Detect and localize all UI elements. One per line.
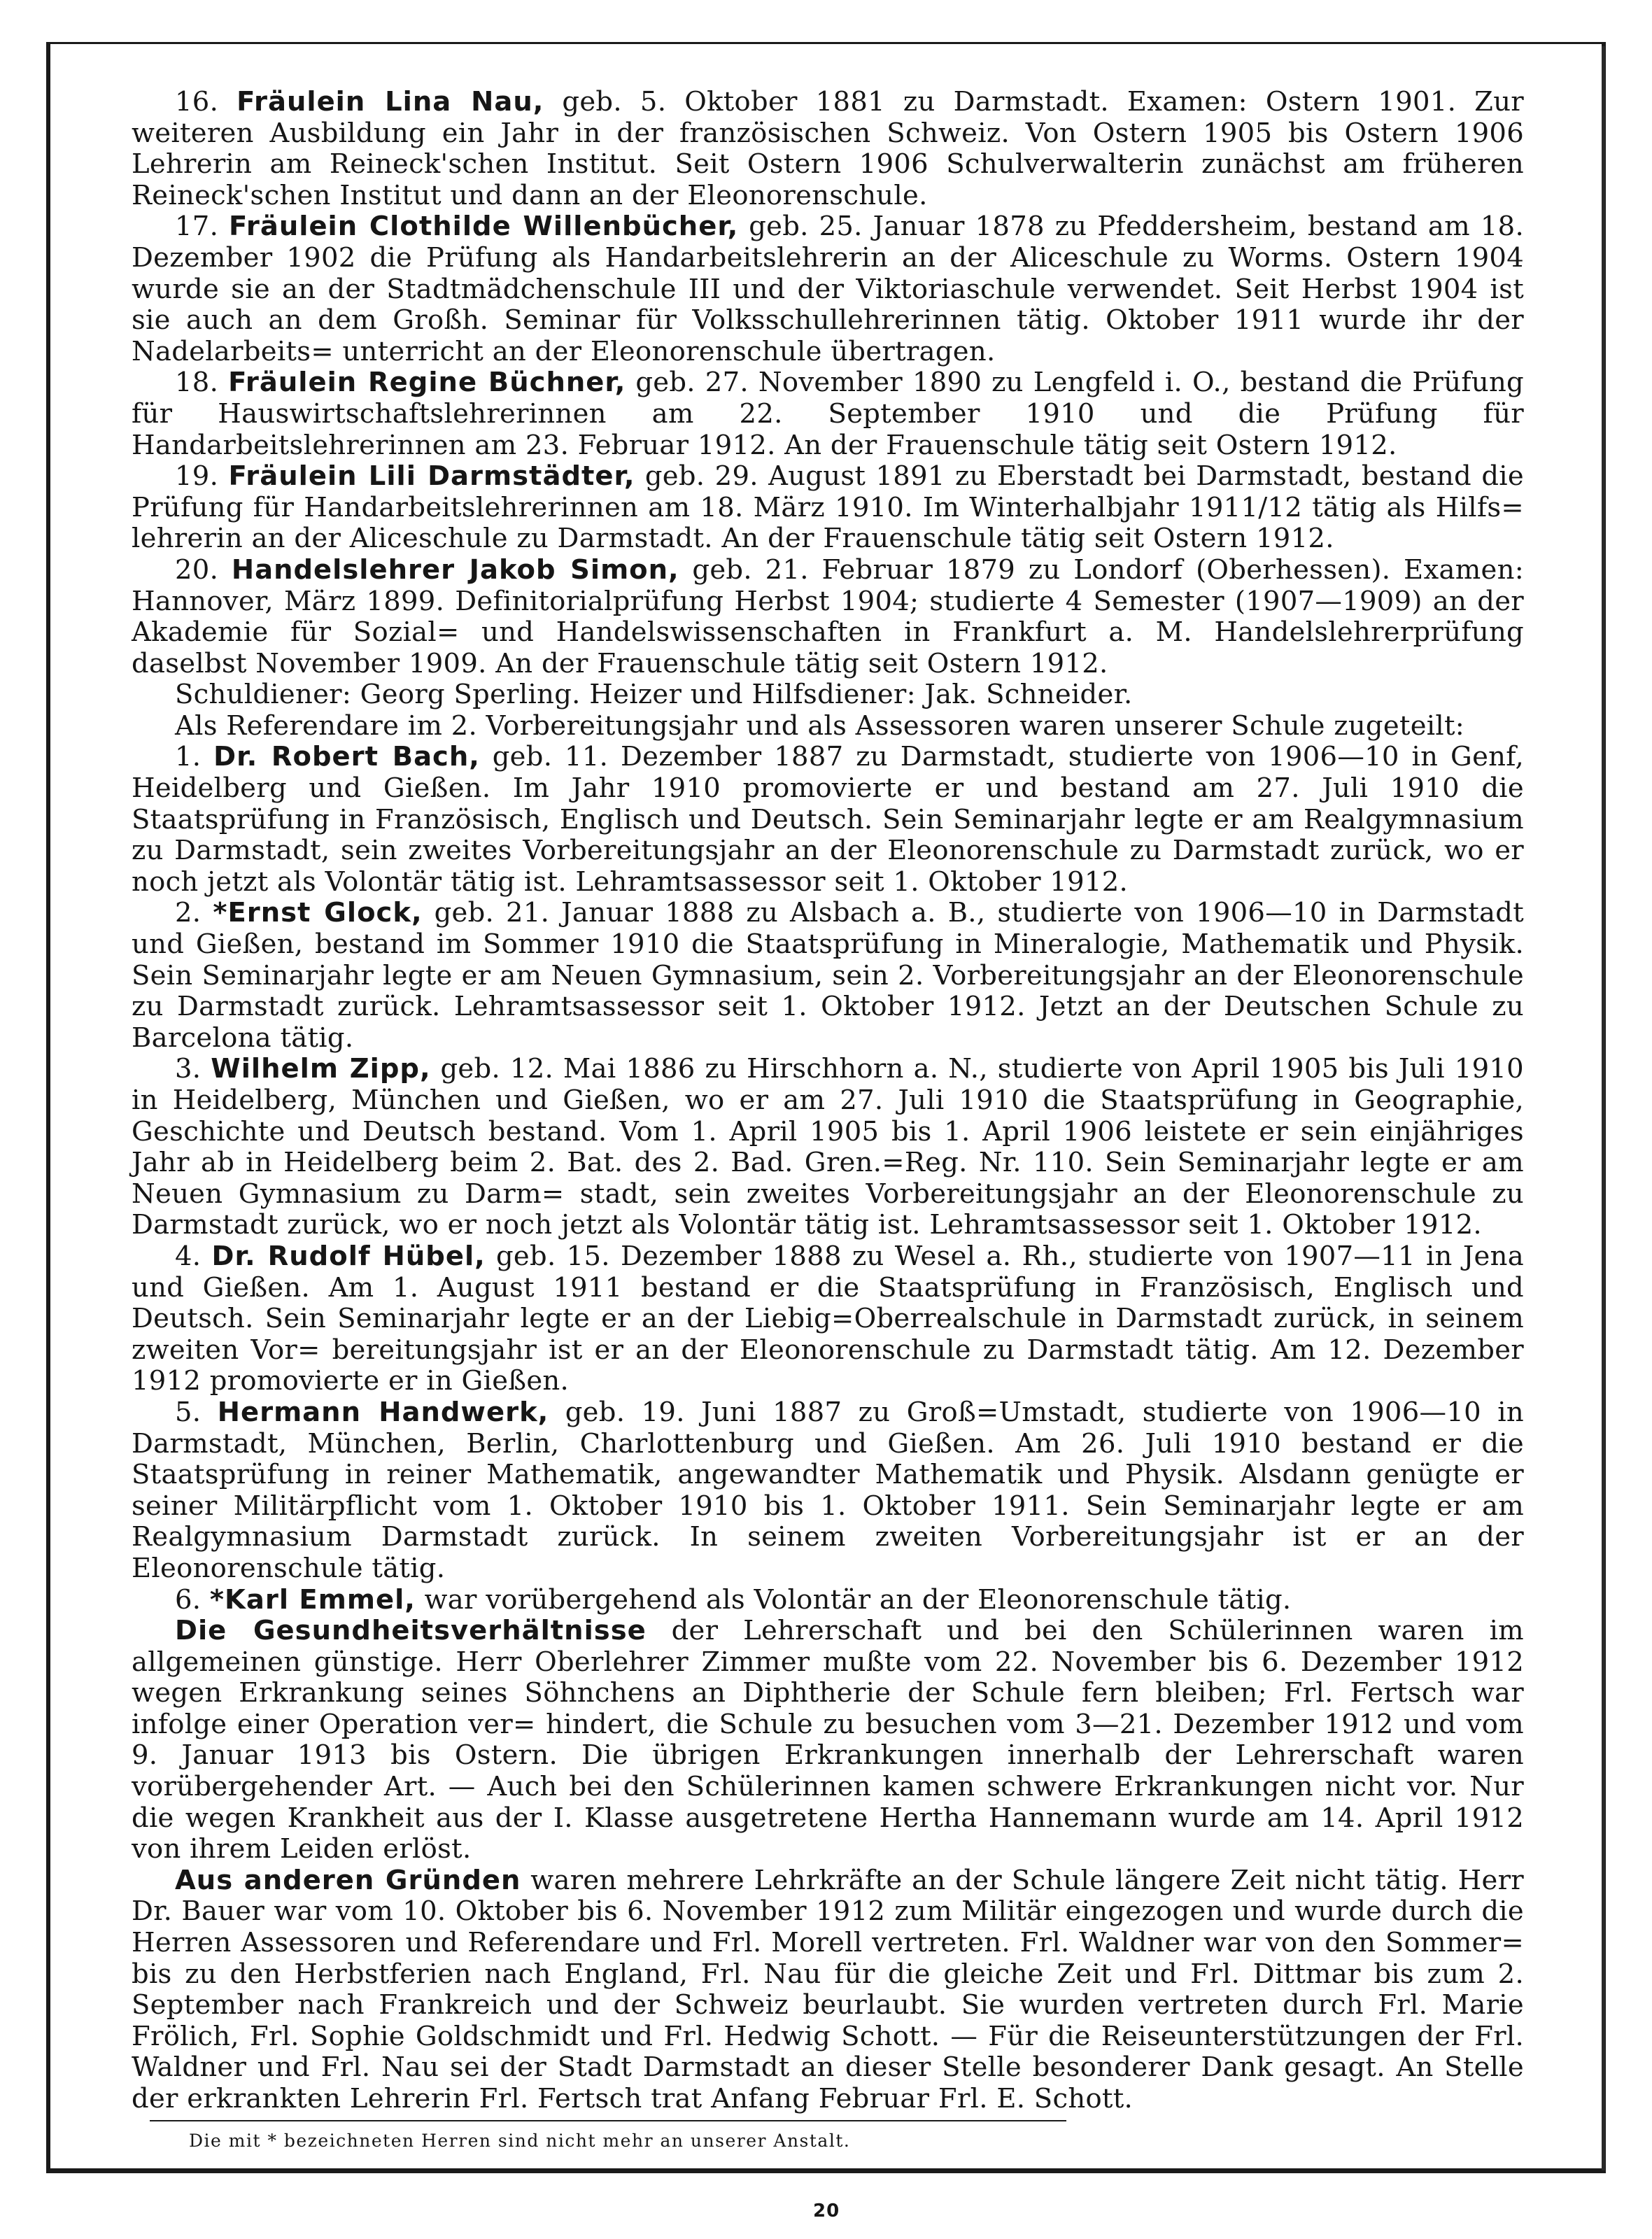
paragraph-text: geb. 27. November 1890 zu Lengfeld i. O., bestand die Prüfung für Hauswirtschaftslehrerinnen am 22. September 1910 und die Prüfung für Handarbeitslehrerinnen am 23. Februar 1912. An der Frauenschule tätig seit Ostern 1912. (132, 367, 1524, 461)
paragraph-text: der Lehrerschaft und bei den Schülerinnen waren im allgemeinen günstige. Herr Oberlehrer Zimmer mußte vom 22. November bis 6. Dezember 1912 wegen Erkrankung seines Söhnchens an Diphtherie der Schule fern bleiben; Frl. Fertsch war infolge einer Operation ver= hindert, die Schule zu besuchen vom 3—21. Dezember 1912 und vom 9. Januar 1913 bis Ostern. Die übrigen Erkrankungen innerhalb der Lehrerschaft waren vorübergehender Art. — Auch bei den Schülerinnen kamen schwere Erkrankungen nicht vor. Nur die wegen Krankheit aus der I. Klasse ausgetretene Hertha Hannemann wurde am 14. April 1912 von ihrem Leiden erlöst. (132, 1615, 1524, 1865)
item-number: 5. (175, 1396, 202, 1428)
person-name: Fräulein Regine Büchner, (228, 367, 626, 399)
item-number: 2. (175, 897, 202, 929)
paragraph-text: geb. 25. Januar 1878 zu Pfeddersheim, bestand am 18. Dezember 1902 die Prüfung als Handarbeitslehrerin an der Aliceschule zu Worms. Ostern 1904 wurde sie an der Stadtmädchenschule III und der Viktoriaschule verwendet. Seit Herbst 1904 ist sie auch an dem Großh. Seminar für Volksschullehrerinnen tätig. Oktober 1911 wurde ihr der Nadelarbeits= unterricht an der Eleonorenschule übertragen. (132, 211, 1524, 367)
paragraph-referendar-1 (132, 742, 1524, 898)
page-frame-shadow (1602, 46, 1605, 2170)
person-name: Fräulein Lili Darmstädter, (228, 460, 635, 493)
page-number: 20 (813, 2201, 840, 2222)
paragraph-referendare-intro (132, 711, 1524, 742)
person-name: Dr. Robert Bach, (213, 741, 480, 773)
paragraph-text: geb. 11. Dezember 1887 zu Darmstadt, studierte von 1906—10 in Genf, Heidelberg und Gießen. Im Jahr 1910 promovierte er und bestand am 27. Juli 1910 die Staatsprüfung in Französisch, Englisch und Deutsch. Sein Seminarjahr legte er am Realgymnasium zu Darmstadt, sein zweites Vorbereitungsjahr an der Eleonorenschule zu Darmstadt zurück, wo er noch jetzt als Volontär tätig ist. Lehramtsassessor seit 1. Oktober 1912. (132, 741, 1524, 898)
paragraph-teacher-20 (132, 555, 1524, 679)
item-number: 3. (175, 1053, 202, 1085)
person-name: *Ernst Glock, (213, 897, 423, 929)
footnote: Die mit * bezeichneten Herren sind nicht mehr an unserer Anstalt. (189, 2131, 851, 2151)
person-name: Fräulein Lina Nau, (236, 86, 544, 118)
paragraph-text: geb. 19. Juni 1887 zu Groß=Umstadt, studierte von 1906—10 in Darmstadt, München, Berlin, Charlottenburg und Gießen. Am 26. Juli 1910 bestand er die Staatsprüfung in reiner Mathematik, angewandter Mathematik und Physik. Alsdann genügte er seiner Militärpflicht vom 1. Oktober 1910 bis 1. Oktober 1911. Sein Seminarjahr legte er am Realgymnasium Darmstadt zurück. In seinem zweiten Vorbereitungsjahr ist er an der Eleonorenschule tätig. (132, 1396, 1525, 1584)
paragraph-text: Als Referendare im 2. Vorbereitungsjahr und als Assessoren waren unserer Schule zugeteilt: (175, 709, 1465, 742)
item-number: 16. (175, 86, 219, 118)
person-name: Hermann Handwerk, (217, 1396, 549, 1428)
item-number: 4. (175, 1240, 202, 1272)
paragraph-text: Schuldiener: Georg Sperling. Heizer und Hilfsdiener: Jak. Schneider. (175, 679, 1133, 711)
item-number: 17. (175, 211, 219, 243)
paragraph-text: geb. 12. Mai 1886 zu Hirschhorn a. N., studierte von April 1905 bis Juli 1910 in Heidelberg, München und Gießen, wo er am 27. Juli 1910 die Staatsprüfung in Geographie, Geschichte und Deutsch bestand. Vom 1. April 1905 bis 1. April 1906 leistete er sein einjähriges Jahr ab in Heidelberg beim 2. Bat. des 2. Bad. Gren.=Reg. Nr. 110. Sein Seminarjahr legte er am Neuen Gymnasium zu Darm= stadt, sein zweites Vorbereitungsjahr an der Eleonorenschule zu Darmstadt zurück, wo er noch jetzt als Volontär tätig ist. Lehramtsassessor seit 1. Oktober 1912. (132, 1053, 1524, 1241)
paragraph-text: geb. 21. Januar 1888 zu Alsbach a. B., studierte von 1906—10 in Darmstadt und Gießen, bestand im Sommer 1910 die Staatsprüfung in Mineralogie, Mathematik und Physik. Sein Seminarjahr legte er am Neuen Gymnasium, sein 2. Vorbereitungsjahr an der Eleonorenschule zu Darmstadt zurück. Lehramtsassessor seit 1. Oktober 1912. Jetzt an der Deutschen Schule zu Barcelona tätig. (132, 897, 1524, 1054)
person-name: *Karl Emmel, (209, 1583, 416, 1616)
person-name: Wilhelm Zipp, (211, 1053, 431, 1085)
paragraph-referendar-5 (132, 1397, 1524, 1585)
paragraph-text: war vorübergehend als Volontär an der Eleonorenschule tätig. (424, 1583, 1292, 1616)
paragraph-other-reasons (132, 1865, 1524, 2115)
item-number: 20. (175, 553, 219, 586)
item-number: 1. (175, 741, 202, 773)
person-name: Dr. Rudolf Hübel, (211, 1240, 486, 1272)
footnote-divider (150, 2120, 1066, 2121)
paragraph-text: geb. 5. Oktober 1881 zu Darmstadt. Examen: Ostern 1901. Zur weiteren Ausbildung ein Jahr in der französischen Schweiz. Von Ostern 1905 bis Ostern 1906 Lehrerin am Reineck'schen Institut. Seit Ostern 1906 Schulverwalterin zunächst am früheren Reineck'schen Institut und dann an der Eleonorenschule. (132, 86, 1524, 211)
person-name: Handelslehrer Jakob Simon, (231, 553, 679, 586)
paragraph-teacher-19 (132, 461, 1524, 555)
paragraph-text: waren mehrere Lehrkräfte an der Schule längere Zeit nicht tätig. Herr Dr. Bauer war vom 10. Oktober bis 6. November 1912 zum Militär eingezogen und wurde durch die Herren Assessoren und Referendare und Frl. Morell vertreten. Frl. Waldner war von den Sommer= bis zu den Herbstferien nach England, Frl. Nau für die gleiche Zeit und Frl. Dittmar bis zum 2. September nach Frankreich und der Schweiz beurlaubt. Sie wurden vertreten durch Frl. Marie Frölich, Frl. Sophie Goldschmidt und Frl. Hedwig Schott. — Für die Reiseunterstützungen der Frl. Waldner und Frl. Nau sei der Stadt Darmstadt an dieser Stelle besonderer Dank gesagt. An Stelle der erkrankten Lehrerin Frl. Fertsch trat Anfang Februar Frl. E. Schott. (132, 1864, 1524, 2114)
paragraph-health (132, 1616, 1524, 1865)
paragraph-teacher-18 (132, 367, 1524, 461)
paragraph-referendar-2 (132, 898, 1524, 1054)
paragraph-referendar-3 (132, 1054, 1524, 1241)
item-number: 19. (175, 460, 219, 493)
paragraph-referendar-6 (132, 1585, 1524, 1616)
paragraph-text: geb. 15. Dezember 1888 zu Wesel a. Rh., studierte von 1907—11 in Jena und Gießen. Am 1. August 1911 bestand er die Staatsprüfung in Französisch, Englisch und Deutsch. Sein Seminarjahr legte er an der Liebig=Oberrealschule in Darmstadt zurück, in seinem zweiten Vor= bereitungsjahr ist er an der Eleonorenschule zu Darmstadt tätig. Am 12. Dezember 1912 promovierte er in Gießen. (132, 1240, 1524, 1397)
paragraph-teacher-17 (132, 211, 1524, 367)
person-name: Fräulein Clothilde Willenbücher, (229, 211, 739, 243)
paragraph-referendar-4 (132, 1241, 1524, 1397)
item-number: 18. (175, 367, 219, 399)
page-body (132, 87, 1524, 2115)
item-number: 6. (175, 1583, 202, 1616)
paragraph-text: geb. 29. August 1891 zu Eberstadt bei Darmstadt, bestand die Prüfung für Handarbeitslehrerinnen am 18. März 1910. Im Winterhalbjahr 1911/12 tätig als Hilfs= lehrerin an der Aliceschule zu Darmstadt. An der Frauenschule tätig seit Ostern 1912. (132, 460, 1524, 555)
section-heading: Aus anderen Gründen (175, 1864, 521, 1896)
section-heading: Die Gesundheitsverhältnisse (175, 1615, 647, 1647)
paragraph-staff (132, 679, 1524, 711)
paragraph-teacher-16 (132, 87, 1524, 211)
paragraph-text: geb. 21. Februar 1879 zu Londorf (Oberhessen). Examen: Hannover, März 1899. Definitorialprüfung Herbst 1904; studierte 4 Semester (1907—1909) an der Akademie für Sozial= und Handelswissenschaften in Frankfurt a. M. Handelslehrerprüfung daselbst November 1909. An der Frauenschule tätig seit Ostern 1912. (132, 553, 1524, 679)
